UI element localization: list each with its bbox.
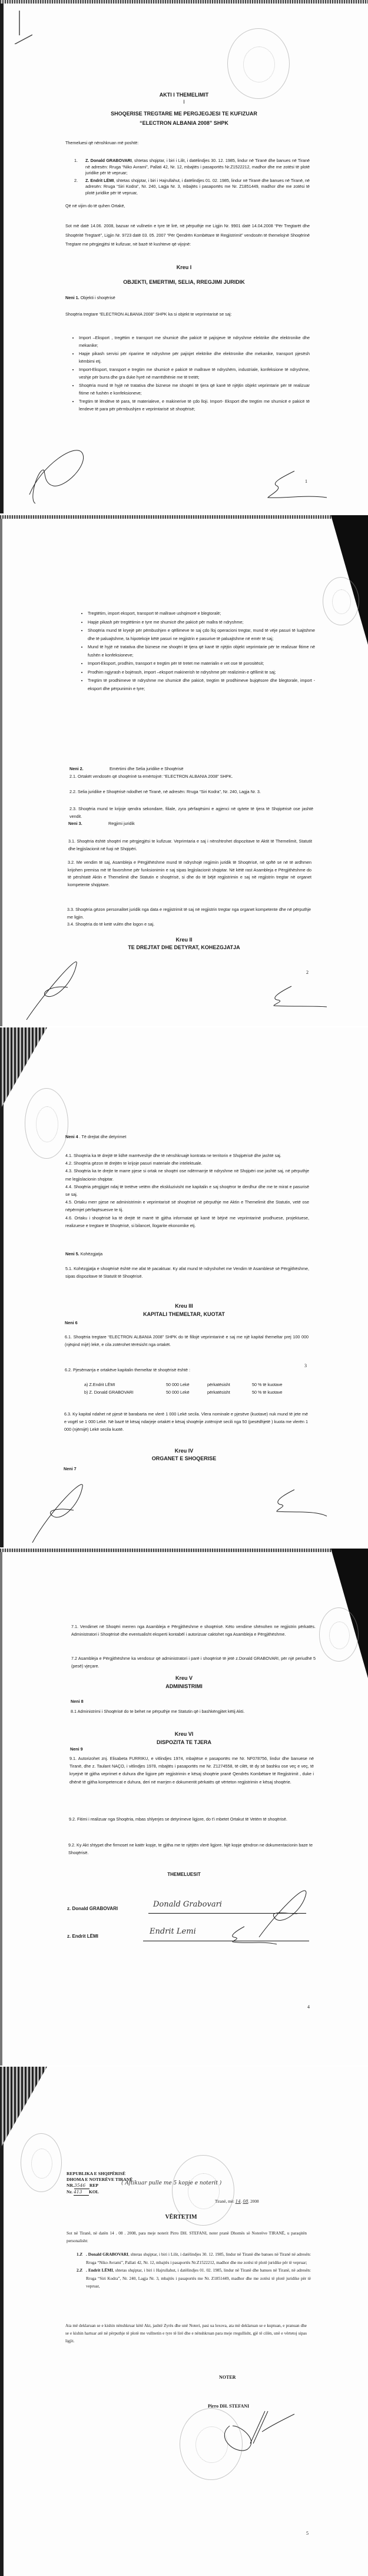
- founder-details: , shtetas shqiptar, i biri i Hajrullahut, i datëlindjes 01. 02. 1985, lindur në Tiranë dhe banues në Tiranë, në adresën: Rruga “Siri Kodra”, Nr. 240, Lagja Nr. 3, mbajtës i pasaportës me Nr. Z1851449, madhor dhe me zotësi të plotë juridike për të vepruar,: [85, 177, 310, 195]
- notary-signature: [218, 2408, 300, 2455]
- founder-details: , shtetas shqiptar, i biri i Lilit, i datëlindjes 30. 12. 1985, lindur në Tiranë dhe banues në Tiranë në adresën: Rruga “Niko Avrami”, Pallati 42, Nr. 12, mbajtës i pasaportës Nr.Z1522212, madhor dhe me zotësi të plotë juridike për të vepruar;: [85, 158, 310, 176]
- share-percent: 50 % të kuotave: [252, 1389, 283, 1395]
- handwritten-signature: Donald Grabovari: [153, 1900, 222, 1909]
- article-6-1: 6.1. Shoqëria tregtare “ELECTRON ALBANIA 2008” SHPK do të fillojë veprimtarinë e saj me një kapital themeltar prej 100 000 (njëqind mijë) lekë, e cila zotërohet tërësisht nga ortakët.: [65, 1334, 309, 1348]
- article-3-3: 3.3. Shoqëria gëzon personalitet juridik nga data e regjistrimit të saj në regjistrin tregtar nga organet kompetente dhe në përputhje me ligjin.: [67, 907, 311, 920]
- kol-suffix: KOL: [88, 2189, 99, 2194]
- scan-edge: [0, 1549, 2, 2066]
- founders-heading: THEMELUESIT: [167, 1872, 201, 1877]
- page-1: [0, 0, 368, 513]
- kreu-3-title: KAPITALI THEMELTAR, KUOTAT: [143, 1311, 225, 1317]
- signature-lemi: [227, 1925, 280, 1946]
- rep-prefix: NR.: [67, 2183, 74, 2188]
- person-name: . Donald GRABOVARI: [86, 2252, 128, 2257]
- article-3-1: 3.1. Shoqëria është shoqëri me përgjegjësi te kufizuar. Veprimtaria e saj i nënshtrohet dispozitave te Aktit të Themelimit, Statutit dhe legjislacionit në fuqi në Shqipëri.: [68, 838, 312, 851]
- object-item: • Shoqëria mund të kryejë për pëmbushjen e qëllimeve te saj çdo lloj operacioni tregtar, mund të vëje pasuri të luajtshme dhe të paluajtshme, ta hipotekoje këtë pasuri ne regjistrin e pasurive të paluajtshme në emër të saj;: [88, 626, 315, 642]
- kreu-6: Kreu VI: [174, 1731, 194, 1737]
- article-3-2: 3.2. Me vendim të saj, Asambleja e Përgjithëshme mund të ndryshojë regjimin juridik të Shoqërisë, në qoftë se në të ardhmen krijohen premisa më të favorshme për funksionimin e saj sipas legjislacionit shqiptar. Në këtë rast Asambleja e Përgjithëshme do të përshtatë Aktin e Themelimit dhe Statutin e shoqërisë, si dhe do të bëjë regjistrimin e saj në regjistrin tregtar në organet kompetente shqiptare.: [68, 860, 311, 887]
- share-amount: 50 000 Lekë: [166, 1382, 190, 1387]
- kreu-5: Kreu V: [175, 1675, 193, 1681]
- kreu-2: Kreu II: [175, 937, 193, 943]
- neni-2-heading: [69, 766, 317, 773]
- article-2-2: 2.2. Selia juridike e Shoqërisë ndodhet në Tiranë, në adresën: Rruga “Siri Kodra”, Nr. 240, Lagja Nr. 3.: [69, 789, 261, 794]
- page-number: 4: [307, 2004, 310, 2010]
- article-4-list: [65, 1152, 309, 1229]
- object-list: [71, 334, 310, 413]
- article-5-1: 5.1. Kohëzgjatja e shoqërisë është me afat të pacaktuar. Ky afat mund të ndryshohet me Vendim të Asamblesë së Përgjithëshme, sipas dispozitave të Statutit të Shoqërisë.: [65, 1266, 309, 1279]
- neni-1-heading: [65, 295, 313, 301]
- persons-list: [77, 2251, 311, 2291]
- neni-2-label: Neni 2.: [69, 766, 84, 771]
- handwritten-signature: Endrit Lemi: [150, 1927, 196, 1936]
- page-number: 2: [306, 970, 309, 975]
- founder-item: [74, 178, 310, 197]
- article-7-2: 7.2 Asambleja e Përgjithëshme ka vendosur që administratori i parë i shoqërisë të jetë z.Donald GRABOVARI, për një periudhë 5 (pesë) vjeçare.: [71, 1656, 316, 1669]
- article-9-3: 9.2. Ky Akt shtypet dhe firmoset ne katër kopje, te gjitha me te njëjtën vlerë ligjore. Një kopje qëndron ne dokumentacionin baze te Shoqërisë.: [68, 1842, 313, 1856]
- person-name: . Endrit LËMI: [86, 2268, 113, 2273]
- article-4-para: 4.5. Ortaku merr pjese ne administrimin e veprimtarisë së shoqërisë në përputhje me Aktin e Themelimit dhe Statutin, vetë ose nëpërmjet përfaqësuesve te tij.: [65, 1199, 309, 1213]
- kreu-6-title: DISPOZITA TE TJERA: [156, 1739, 211, 1745]
- share-amount: 50 000 Lekë: [166, 1389, 190, 1395]
- person-details: , shtetas shqiptar, i biri i Lilit, i datëlindjes 30. 12. 1985, lindur në Tiranë dhe banues në Tiranë në adresën: Rruga “Niko Avrami”, Pallati 42, Nr. 12, mbajtës i pasaportës Nr.Z1522212, madhor dhe me zotësi të plotë juridike për të vepruar;: [86, 2252, 311, 2265]
- founder-number: 2.: [74, 177, 78, 183]
- neni-3-heading: [68, 821, 316, 827]
- share-percent: 50 % të kuotave: [252, 1382, 283, 1387]
- scan-edge: [0, 0, 4, 513]
- signature-grabovari: [24, 447, 88, 506]
- article-4-para: 4.1. Shoqëria ka të drejtë të lidhë marrëveshje dhe të nënshkruajë kontrata ne territorin e Shqipërisë dhe jashtë saj.: [65, 1153, 281, 1158]
- document-title: AKTI I THEMELIMIT: [159, 92, 209, 98]
- staple-mark-icon: [9, 9, 32, 44]
- neni-7-label: Neni 7: [64, 1466, 77, 1471]
- neni-9-label: Neni 9: [70, 1746, 83, 1752]
- notary-stamp: [21, 2133, 62, 2192]
- shares-table: [84, 1381, 308, 1396]
- neni-5-title: Kohëzgjatja: [79, 1251, 103, 1256]
- signature-grabovari: [21, 958, 85, 1023]
- founder-name: Z. Donald GRABOVARI: [85, 158, 132, 163]
- article-7-1: 7.1. Vendimet në Shoqëri merren nga Asambleja e Përgjithëshme e shoqërisë. Këto vendime shënohen ne regjistrin përkatës. Administratori i Shoqërisë dhe eventualisht eksperti kontabël i autorizuar caktohet nga Asambleja e Përgjithëshme.: [71, 1624, 316, 1637]
- page-3: [0, 1027, 368, 1547]
- date-month: 08: [243, 2199, 248, 2204]
- scan-top-rule: [0, 515, 368, 519]
- company-name: “ELECTRON ALBANIA 2008” SHPK: [140, 120, 228, 126]
- page-number: 5: [306, 2531, 309, 2536]
- notary-stamp: [227, 28, 290, 99]
- person-number: 2.Z: [77, 2268, 83, 2273]
- notary-name: Pirro DH. STEFANI: [208, 2403, 250, 2409]
- article-2-1: 2.1. Ortakët vendosën që shoqërinë ta emërtojnë: “ELECTRON ALBANIA 2008” SHPK.: [69, 774, 233, 779]
- article-8-1: 8.1 Administrimi i Shoqërisë do te behet ne përputhje me Statutin që i bashkëngjitet këtij Akti.: [71, 1709, 245, 1714]
- article-2-3: 2.3. Shoqëria mund te krijoje qendra sekondare, filiale, zyra përfaqësimi e agjenci në qytete të tjera të Shqipërisë ose jashtë vendit.: [69, 806, 313, 819]
- signatory-label: z. Donald GRABOVARI: [67, 1906, 118, 1911]
- object-item: • Mund të hyjë në tratativa dhe biznese me shoqëri të tjera që kanë të njëjtin objekt veprimtarie për te realizuar fitime në fushën e konfeksioneve;: [88, 643, 315, 659]
- kreu-2-title: TE DREJTAT DHE DETYRAT, KOHEZGJATJA: [128, 944, 240, 950]
- page-number: 1: [305, 479, 307, 484]
- signatory-label: z. Endrit LËMI: [67, 1934, 98, 1939]
- notary-heading: NOTER: [219, 2375, 236, 2380]
- founder-name: Z. Endrit LËMI: [85, 177, 114, 183]
- person-text: [86, 2251, 311, 2267]
- neni-4-title: . Të drejtat dhe detyrimet: [78, 1134, 127, 1139]
- neni-4-heading: [65, 1134, 313, 1141]
- article-9-2: 9.2. Fitimi i realizuar nga Shoqëria, mbas shlyerjes se detyrimeve ligjore, do t'i mbetet Ortakut të Vetëm të shoqërisë.: [69, 1816, 287, 1822]
- article-9-1: 9.1. Autorizohet znj. Elisabeta FURRIKU, e vitlindjes 1974, mbajtëse e pasaportës me Nr. NF078756, lindur dhe banuese në Tiranë, dhe z. Taulant NAÇO, i vitlindjes 1978, mbajtës i pasaportës me Nr. Z1274558, të cilët, të dy së bashku ose veç e veç, të kryejnë të gjitha veprimet e duhura dhe ligjore për regjistrimin e kësaj shoqërie pranë Qendrës Kombëtare të Regjistrimit , duke i dhënë të gjitha kompetencat e duhura, deri në marrjen e dokumentit përkatës që vërteton regjistrimin e kësaj shoqërie.: [69, 1756, 314, 1785]
- signature-lemi: [268, 1487, 333, 1522]
- certificate-title: VËRTETIM: [165, 2214, 197, 2220]
- partners-line: Që në vijim do të quhen Ortakë,: [65, 203, 125, 208]
- person-number: 1.Z: [77, 2252, 83, 2257]
- founders-list: [74, 158, 310, 197]
- kreu-4-title: ORGANET E SHOQERISE: [151, 1456, 217, 1461]
- object-item: • Import –Eksport , tregëtim e transport me shumicë dhe pakicë të pajisjeve të ndryshme elektrike dhe elektronike dhe mekanike;: [79, 334, 310, 349]
- document-subtitle: SHOQERISE TREGTARE ME PERGJEGJESI TE KUFIZUAR: [111, 111, 257, 117]
- signature-grabovari: [26, 1481, 91, 1546]
- object-item: • Shoqëria mund të hyjë në tratativa dhe biznese me shoqëri të tjera që kanë të njëjtin objekt veprimtarie për të realizuar fitime në fushën e konfeksioneve;: [79, 382, 310, 397]
- page-5: [0, 2067, 368, 2576]
- rep-suffix: REP: [89, 2183, 99, 2188]
- handwritten-note: ( Aftikuar pulle me 5 kopje e noterit ): [121, 2180, 222, 2186]
- object-item: • Import-Eksport, transport e tregtim me shumicë e pakicë të mallrave të ndryshëm, industriale, konfeksione të ndryshme, veshje për burra dhe gra duke hyrë në marrëdhënie me të tretët;: [79, 366, 310, 381]
- neni-3-label: Neni 3.: [68, 821, 82, 826]
- neni-1-label: Neni 1.: [65, 295, 79, 300]
- article-4-para: 4.4. Shoqëria përgjigjet ndaj të tretëve vetëm dhe ekskluzivisht me kapitalin e saj shoqëror te derdhur dhe me te mirat e pasurisë se saj.: [65, 1183, 309, 1198]
- object-item: • Tregtim të lëndëve të para, të materialeve, e makinerive të çdo lloji. Import- Eksport dhe tregtim me shumicë e pakicë të lendeve të para për përmbushjen e veprimtarisë së shoqërisë;: [79, 397, 310, 413]
- page-number: 3: [304, 1363, 307, 1368]
- place-date-prefix: Tiranë, më:: [215, 2199, 234, 2204]
- share-word: përkatësisht: [207, 1382, 230, 1387]
- neni-3-title: Regjimi juridik: [108, 821, 135, 826]
- article-4-para: 4.6. Ortaku i shoqërisë ka të drejtë të marrë të gjitha informatat që kanë të bëjnë me veprimtarinë prodhuese, projektuese, realizuese e tregtare të Shoqërisë, si bilancet, llogarite ekonomike etj.: [65, 1215, 309, 1228]
- header-line: DHOMA E NOTERËVE TIRANË: [67, 2177, 133, 2182]
- header-line: REPUBLIKA E SHQIPËRISË: [67, 2171, 126, 2176]
- share-holder: a) Z.Endrit LËMI: [84, 1382, 115, 1387]
- signature-lemi: [265, 983, 330, 1013]
- founders-intro: Themeluesi që nënshkruan më poshtë:: [65, 140, 139, 145]
- kreu-4: Kreu IV: [174, 1448, 194, 1454]
- neni-5-label: Neni 5.: [65, 1251, 79, 1256]
- notary-stamp: [323, 577, 359, 625]
- neni-1-title: Objekti i shoqërisë: [79, 295, 115, 300]
- kreu-3: Kreu III: [175, 1303, 193, 1309]
- title-separator: I: [183, 99, 185, 105]
- page-2: [0, 515, 368, 1026]
- signature-lemi: [265, 468, 330, 503]
- date-day: 14: [235, 2199, 241, 2204]
- place-date: Tiranë, më: 14. 08. 2008: [215, 2199, 259, 2204]
- rep-number: 3546: [74, 2183, 89, 2189]
- scan-top-rule: [0, 1549, 368, 1552]
- founder-item: [74, 158, 310, 177]
- declaration: Ata më deklaruan se e kishin nënshkruar këtë Akt, jashtë Zyrës dhe unë Noteri, pasi ua lexova, ata më deklaruan se e kuptuan, e pranuan dhe se e kishin hartuar atë në përputhje të plotë me vullnetin e tyre të lirë dhe e nënshkruan para meje rregullisht, gjë të cilën, unë e vërtetoj sipas ligjit.: [65, 2323, 307, 2343]
- object-item: • Tregtëtim, import eksport, transport të mallrave ushqimorë e blegtoralë;: [88, 609, 315, 618]
- kol-number-line: [67, 2189, 184, 2196]
- kreu-1: Kreu I: [176, 264, 192, 270]
- object-list-continued: [79, 609, 315, 693]
- article-3-4: 3.4. Shoqëria do të ketë vulën dhe logon e saj.: [67, 921, 155, 927]
- kol-number: 413: [74, 2189, 89, 2196]
- page-4: [0, 1549, 368, 2066]
- person-item: [77, 2267, 311, 2291]
- person-details: , shtetas shqiptar, i biri i Hajrullahut, i datëlindjes 01. 02. 1985, lindur në Tiranë dhe banues në Tiranë, në adresën: Rruga “Siri Kodra”, Nr. 240, Lagja Nr. 3, mbajtës i pasaportës me Nr. Z1851449, madhor dhe me zotësi të plotë juridike për të vepruar,: [86, 2268, 311, 2289]
- neni-6-label: Neni 6: [65, 1320, 78, 1325]
- share-holder: b) Z. Donald GRABOVARI: [84, 1389, 134, 1395]
- neni-5-heading: [65, 1251, 313, 1258]
- object-item: • Import-Eksport, prodhim, transport e tregtim për të tretet me materialin e vet ose të porositësit;: [88, 659, 315, 668]
- preamble: Sot më datë 14.06. 2008, bazuar në vullnetin e tyre të lirë, në përputhje me Ligjin Nr. 9901 datë 14.04.2008 “Për Tregtarët dhe Shoqëritë Tregtarë”, Ligjin Nr. 9723 datë 03. 05. 2007 “Për Qendrën Kombëtare të Regjistrimit” vendosën të themelojnë Shoqërinë Tregtare me përgjegjësi të kufizuar, në bazë të kushteve që vijojnë:: [65, 223, 310, 247]
- founder-text: [85, 158, 310, 177]
- object-item: • Prodhim ngjyrash e bojërash, import –eksport makinerish te ndryshme për realizimin e qëllimit te saj;: [88, 668, 315, 677]
- notary-stamp: [25, 1088, 68, 1159]
- neni-1-intro: Shoqëria tregtare “ELECTRON ALBANIA 2008” SHPK ka si objekt te veprimtarisë se saj:: [65, 311, 232, 317]
- date-year: 2008: [250, 2199, 259, 2204]
- neni-2-title: Emërtimi dhe Selia juridike e Shoqërisë: [110, 766, 184, 771]
- kreu-5-title: ADMINISTRIMI: [165, 1683, 203, 1689]
- share-row: [84, 1389, 308, 1397]
- scan-top-rule: [0, 0, 368, 4]
- kreu-1-title: OBJEKTI, EMERTIMI, SELIA, RREGJIMI JURIDIK: [123, 279, 245, 285]
- certificate-intro: Sot në Tiranë, në datën 14 . 08 . 2008, para meje noterit Pirro DH. STEFANI, noter pranë Dhomës së Noterëve TIRANË, u paraqitën personalisht:: [67, 2231, 307, 2243]
- object-item: • Hapje pikash për tregtëtimin e tyre me shumicë dhe pakicë për mallra të ndryshme;: [88, 618, 315, 626]
- article-4-para: 4.3. Shoqëria ka te drejte te marre pjese si ortak ne shoqëri ose ndërmarrje të ndryshme në Shqipëri ose jashtë saj, në përputhje me legjislacionin shqiptar.: [65, 1168, 309, 1182]
- notary-stamp: [319, 1607, 359, 1662]
- article-6-3: 6.3. Ky kapital ndahet në pjesë të barabarta me vlerë 1 000 Lekë secila. Vlera nominale e pjesëve (kuotave) nuk mund të jete më e vogël se 1 000 Lekë. Në bazë të kësaj ndarjeje ortakët e kësaj shoqërije zotërojnë secili nga 50 (pesëdhjetë ) kuota me vlerën 1 000 (njëmijë) Lekë secila kuotë.: [64, 1411, 308, 1433]
- article-4-para: 4.2. Shoqëria gëzon të drejtën te krijoje pasuri materiale dhe intelektuale.: [65, 1161, 203, 1166]
- person-text: [86, 2267, 311, 2291]
- article-6-2: 6.2. Pjesëmarrja e ortakëve kapitalin themeltar të shoqërisë është :: [65, 1367, 190, 1372]
- founder-text: [85, 178, 310, 197]
- object-item: • Tregtim të prodhimeve të ndryshme me shumicë dhe pakicë, tregtim të prodhimeve bujqësore dhe blegtorale, import -eksport dhe përpunimin e tyre;: [88, 677, 315, 692]
- founder-number: 1.: [74, 158, 78, 163]
- share-row: [84, 1381, 308, 1389]
- neni-4-label: Neni 4: [65, 1134, 78, 1139]
- kol-prefix: Nr.: [67, 2189, 73, 2194]
- object-item: • Hapje pikash servisi për riparime të ndryshme për pajisjet elektrike dhe elektronike dhe mekanike, transport pjesësh këmbimi etj.: [79, 350, 310, 365]
- share-word: përkatësisht: [207, 1389, 230, 1395]
- person-item: [77, 2251, 311, 2267]
- neni-8-label: Neni 8: [71, 1699, 84, 1704]
